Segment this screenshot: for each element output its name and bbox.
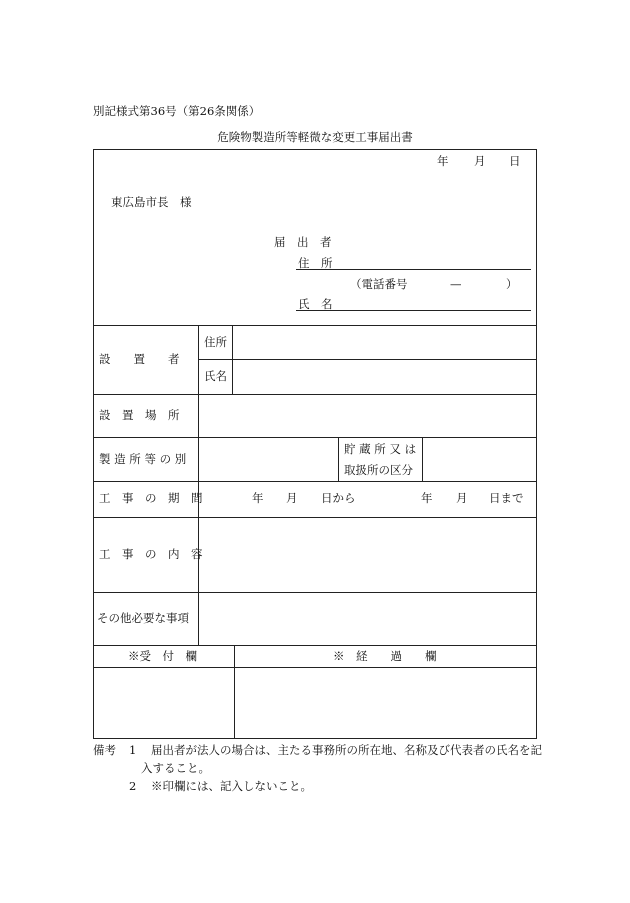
rule-applicant-bottom [93, 325, 537, 326]
period-start-day: 日から [321, 491, 356, 505]
applicant-name-underline [296, 310, 531, 311]
reception-header: ※受 付 欄 [128, 649, 197, 663]
progress-header: ※ 経 過 欄 [333, 649, 437, 663]
storage-class-label-line1: 貯 蔵 所 又 は [344, 442, 417, 456]
period-start-year: 年 [252, 491, 264, 505]
date-year: 年 [437, 154, 449, 168]
note-1-number: 1 [129, 743, 137, 757]
rule-installer-bottom [93, 394, 537, 395]
form-number: 別記様式第36号（第26条関係） [93, 104, 261, 118]
rule-label-column [198, 325, 199, 645]
installer-label: 設 置 者 [99, 352, 180, 366]
applicant-phone-dash: — [450, 277, 462, 291]
rule-reception-split [234, 645, 235, 739]
installer-name-label: 氏名 [204, 369, 227, 383]
location-label: 設 置 場 所 [99, 408, 180, 422]
applicant-phone-open: （電話番号 [350, 277, 408, 291]
note-2-number: 2 [129, 779, 137, 793]
date-month: 月 [474, 154, 486, 168]
period-end-month: 月 [456, 491, 468, 505]
period-end-day: 日まで [489, 491, 524, 505]
applicant-name-label: 氏 名 [298, 297, 333, 311]
rule-other-bottom [93, 645, 537, 646]
applicant-address-label: 住 所 [298, 256, 333, 270]
date-day: 日 [509, 154, 521, 168]
applicant-heading: 届 出 者 [274, 235, 332, 249]
rule-type-bottom [93, 481, 537, 482]
notes-label: 備考 [93, 743, 116, 757]
rule-type-split-left [338, 437, 339, 481]
facility-type-label: 製 造 所 等 の 別 [99, 452, 187, 466]
installer-address-label: 住所 [204, 335, 227, 349]
rule-content-bottom [93, 592, 537, 593]
addressee: 東広島市長 様 [111, 195, 192, 209]
applicant-address-underline [296, 269, 531, 270]
rule-location-bottom [93, 437, 537, 438]
rule-period-bottom [93, 517, 537, 518]
period-end-year: 年 [421, 491, 433, 505]
other-label: その他必要な事項 [97, 611, 189, 625]
rule-reception-header-bottom [93, 667, 537, 668]
period-start-month: 月 [286, 491, 298, 505]
note-2-line1: ※印欄には、記入しないこと。 [151, 779, 312, 793]
content-label: 工 事 の 内 容 [99, 547, 203, 561]
storage-class-label-line2: 取扱所の区分 [344, 463, 413, 477]
rule-installer-subcolumn [232, 325, 233, 394]
note-1-line2: 入すること。 [141, 761, 210, 775]
form-title: 危険物製造所等軽微な変更工事届出書 [217, 130, 413, 144]
period-label: 工 事 の 期 間 [99, 491, 203, 505]
note-1-line1: 届出者が法人の場合は、主たる事務所の所在地、名称及び代表者の氏名を記 [151, 743, 542, 757]
rule-type-split-right [422, 437, 423, 481]
rule-installer-mid [198, 359, 537, 360]
applicant-phone-close: ） [506, 277, 518, 291]
